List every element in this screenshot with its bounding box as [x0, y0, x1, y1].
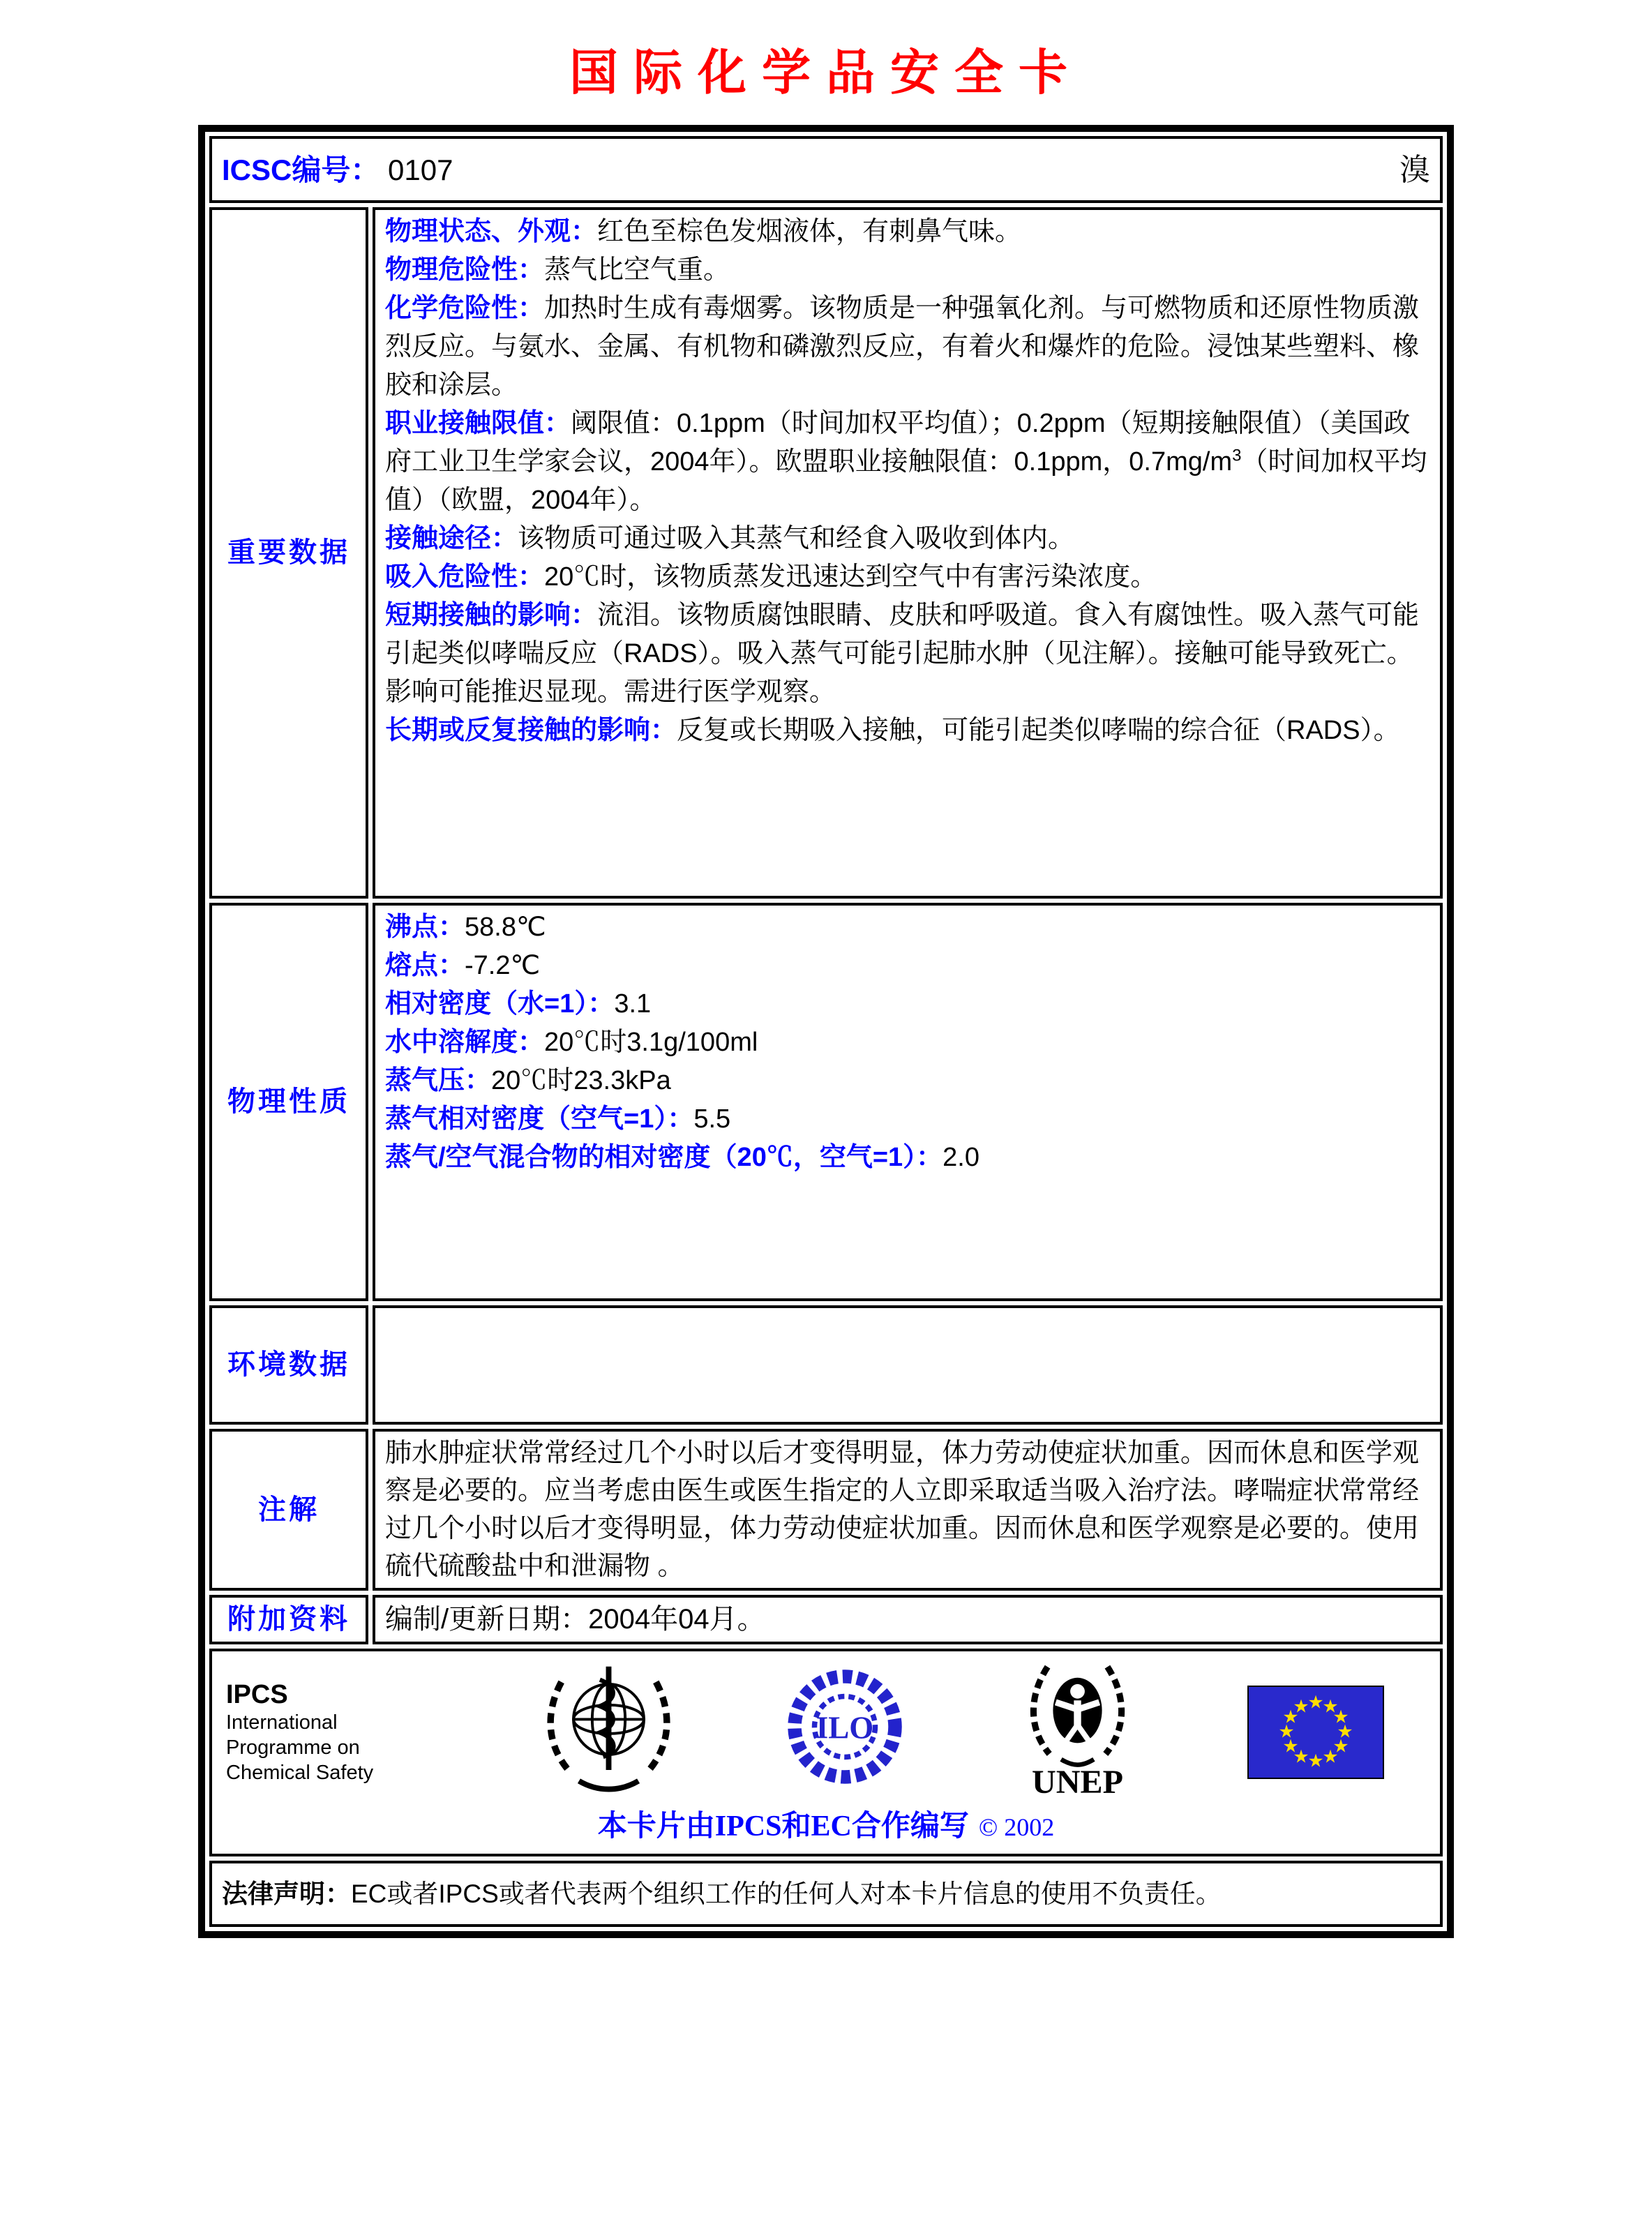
item-label: 蒸气相对密度（空气=1）： [385, 1104, 694, 1134]
environmental-data-row [209, 1305, 1443, 1425]
section-label-physical: 物理性质 [209, 903, 368, 1301]
data-item-occupational-limits [385, 405, 1430, 520]
property-vapor-pressure [385, 1062, 1430, 1100]
data-item-long-term-effects [385, 712, 1430, 750]
item-label: 短期接触的影响： [385, 601, 598, 630]
item-text: 阈限值：0.1ppm（时间加权平均值）；0.2ppm（短期接触限值）（美国政府工业卫生学家会议，2004年）。欧盟职业接触限值：0.1ppm，0.7mg/m [385, 409, 1411, 477]
notes-content: 肺水肿症状常常经过几个小时以后才变得明显，体力劳动使症状加重。因而休息和医学观察是必要的。应当考虑由医生或医生指定的人立即采取适当吸入治疗法。哮喘症状常常经过几个小时以后才变得明显，体力劳动使症状加重。因而休息和医学观察是必要的。使用硫代硫酸盐中和泄漏物 。 [373, 1429, 1443, 1591]
environmental-data-content [373, 1305, 1443, 1425]
ilo-text: ILO [816, 1710, 874, 1746]
item-text: 20℃时3.1g/100ml [544, 1028, 758, 1057]
ilo-icon [782, 1664, 908, 1801]
header-row [209, 136, 1443, 203]
ipcs-line: Programme on [226, 1736, 360, 1759]
item-text: -7.2℃ [465, 951, 541, 980]
item-label: 蒸气/空气混合物的相对密度（20℃，空气=1）： [385, 1143, 943, 1172]
ipcs-line: Chemical Safety [226, 1762, 374, 1784]
icsc-number-value: 0107 [388, 153, 453, 186]
ipcs-text-block [226, 1679, 435, 1785]
item-label: 水中溶解度： [385, 1028, 545, 1057]
data-item-physical-danger [385, 251, 1430, 290]
item-label: 物理状态、外观： [385, 217, 598, 246]
who-icon [537, 1656, 680, 1810]
important-data-row [209, 207, 1443, 899]
item-text: 20℃时23.3kPa [491, 1066, 671, 1095]
item-label: 蒸气压： [385, 1066, 492, 1095]
item-label: 熔点： [385, 951, 465, 980]
item-text: 加热时生成有毒烟雾。该物质是一种强氧化剂。与可燃物质和还原性物质激烈反应。与氨水、金属、有机物和磷激烈反应，有着火和爆炸的危险。浸蚀某些塑料、橡胶和涂层。 [385, 294, 1420, 400]
legal-text: EC或者IPCS或者代表两个组织工作的任何人对本卡片信息的使用不负责任。 [351, 1879, 1222, 1908]
item-label: 职业接触限值： [385, 409, 571, 438]
notes-row [209, 1429, 1443, 1591]
property-melting-point [385, 947, 1430, 985]
item-label: 长期或反复接触的影响： [385, 716, 677, 745]
legal-row [209, 1861, 1443, 1927]
item-text: 蒸气比空气重。 [544, 255, 730, 285]
data-item-short-term-effects [385, 596, 1430, 712]
icsc-card-table [198, 125, 1454, 1938]
legal-notice [209, 1861, 1443, 1927]
legal-label: 法律声明： [222, 1879, 351, 1908]
superscript: 3 [1232, 446, 1242, 465]
caption-text: 本卡片由IPCS和EC合作编写 [597, 1810, 969, 1843]
item-label: 化学危险性： [385, 294, 545, 323]
physical-properties-row [209, 903, 1443, 1301]
item-text: 该物质可通过吸入其蒸气和经食入吸收到体内。 [518, 524, 1075, 553]
unep-text: UNEP [1032, 1763, 1123, 1799]
ipcs-title: IPCS [226, 1680, 288, 1709]
item-text: 5.5 [693, 1104, 731, 1134]
logos-row [209, 1649, 1443, 1856]
icsc-number-label: ICSC编号： [222, 153, 380, 186]
data-item-physical-state [385, 213, 1430, 251]
item-text: 流泪。该物质腐蚀眼睛、皮肤和呼吸道。食入有腐蚀性。吸入蒸气可能引起类似哮喘反应（RADS）。吸入蒸气可能引起肺水肿（见注解）。接触可能导致死亡。影响可能推迟显现。需进行医学观察。 [385, 601, 1420, 707]
section-label-additional: 附加资料 [209, 1595, 368, 1644]
property-vapor-density [385, 1100, 1430, 1139]
important-data-content [373, 207, 1443, 899]
eu-flag-icon: ★ ★ ★ ★ ★ ★ ★ ★ ★ ★ ★ ★ [1247, 1686, 1384, 1779]
property-water-solubility [385, 1023, 1430, 1062]
additional-info-row [209, 1595, 1443, 1644]
data-item-chemical-danger [385, 290, 1430, 405]
property-boiling-point [385, 908, 1430, 947]
cooperation-caption [226, 1808, 1426, 1847]
item-text: 红色至棕色发烟液体，有刺鼻气味。 [597, 217, 1022, 246]
ipcs-line: International [226, 1711, 338, 1734]
item-text: 2.0 [943, 1143, 979, 1172]
property-relative-density [385, 985, 1430, 1023]
organization-logos [226, 1663, 1426, 1802]
section-label-notes: 注解 [209, 1429, 368, 1591]
section-label-environment: 环境数据 [209, 1305, 368, 1425]
item-label: 沸点： [385, 913, 465, 942]
data-item-inhalation-risk [385, 558, 1430, 596]
property-vapor-air-mixture-density [385, 1139, 1430, 1177]
item-text: 反复或长期吸入接触，可能引起类似哮喘的综合征（RADS）。 [677, 716, 1400, 745]
item-label: 相对密度（水=1）： [385, 989, 615, 1019]
section-label-important: 重要数据 [209, 207, 368, 899]
item-text: 20℃时，该物质蒸发迅速达到空气中有害污染浓度。 [544, 562, 1157, 592]
page-title: 国际化学品安全卡 [569, 47, 1083, 100]
item-label: 接触途径： [385, 524, 518, 553]
caption-year: © 2002 [978, 1813, 1055, 1841]
unep-icon [1009, 1654, 1146, 1810]
item-label: 吸入危险性： [385, 562, 545, 592]
icsc-number [222, 151, 453, 189]
item-label: 物理危险性： [385, 255, 545, 285]
substance-name: 溴 [1399, 152, 1430, 187]
item-text-after: （时间加权平均值）（欧盟，2004年）。 [385, 447, 1427, 515]
additional-info-content: 编制/更新日期：2004年04月。 [373, 1595, 1443, 1644]
item-text: 3.1 [614, 989, 652, 1019]
physical-properties-content [373, 903, 1443, 1301]
data-item-exposure-routes [385, 520, 1430, 558]
item-text: 58.8℃ [465, 913, 546, 942]
